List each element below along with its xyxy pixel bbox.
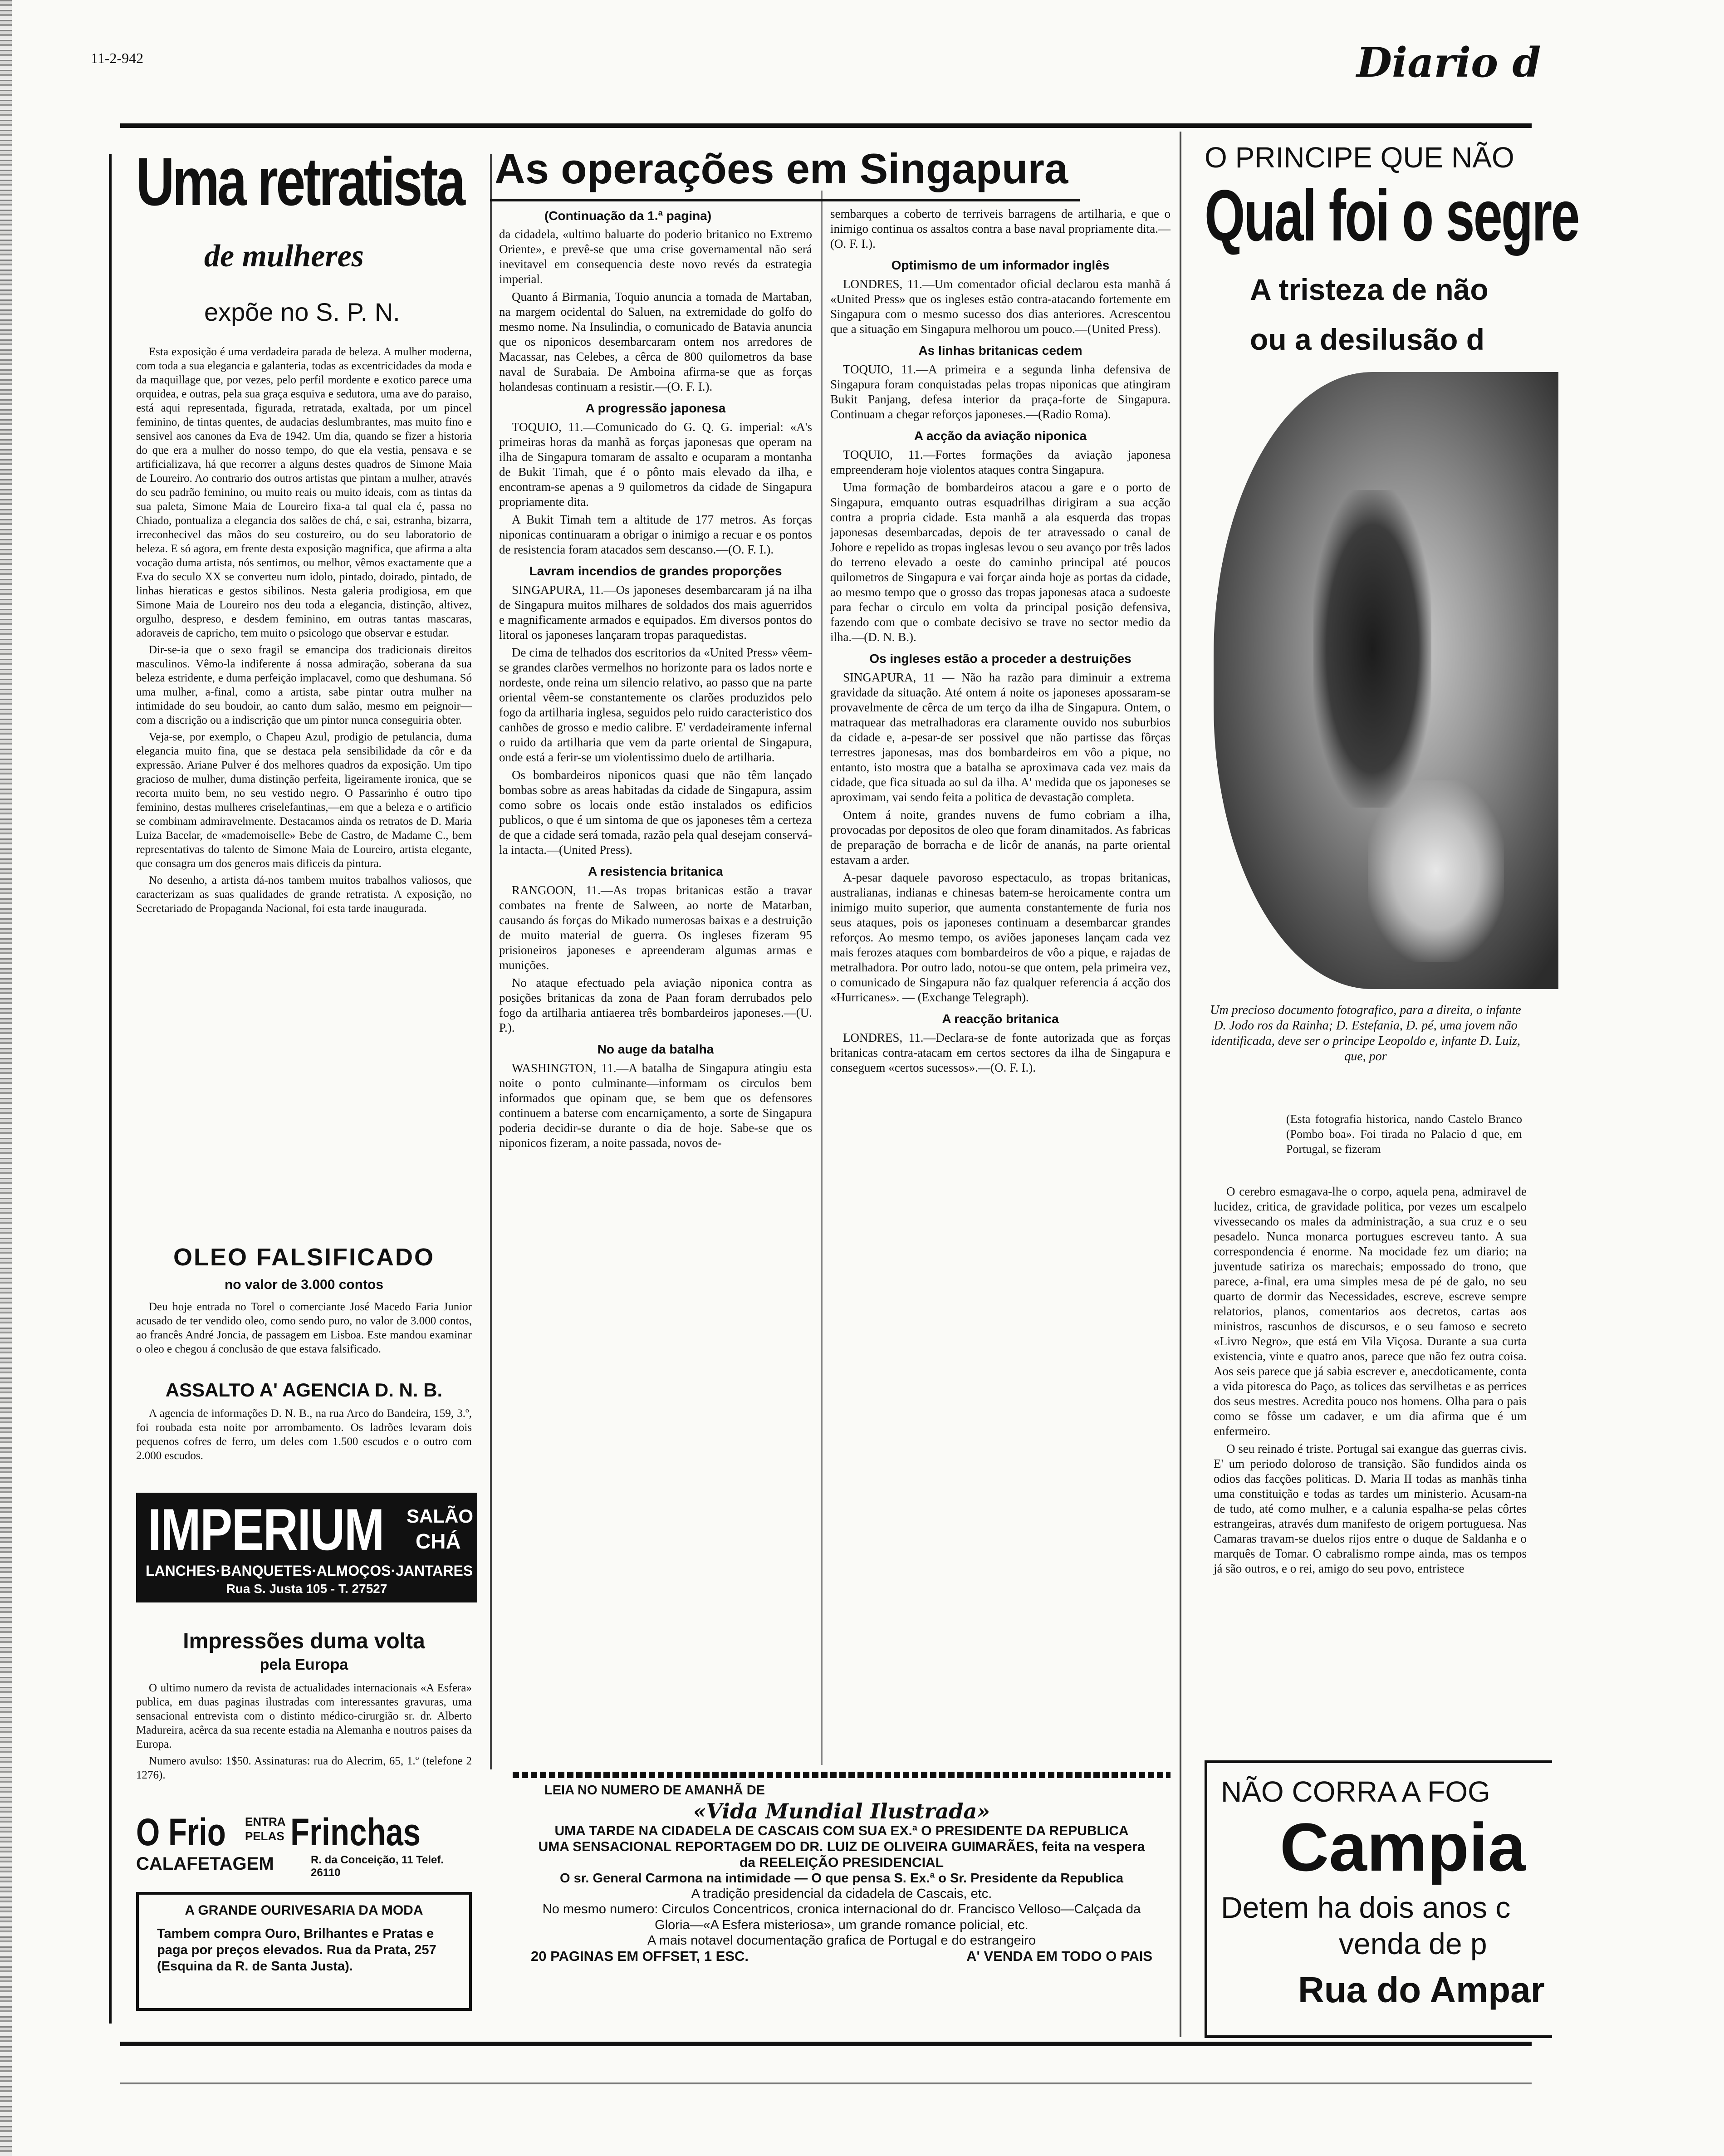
oleo-title: OLEO FALSIFICADO <box>173 1244 435 1271</box>
paragraph: SINGAPURA, 11 — Não ha razão para diminuir a extrema gravidade da situação. Até ontem á noite os japoneses apossaram-se provavelmente de cêrca de um terço da ilha de Singapura. Ontem, o matraquear das metralhadoras era claramente ouvido nos suburbios da cidade e, a-pesar-de ser possivel que não partisse das fôrças terrestres japonesas, mas dos bombardeiros em vôo a pique, no entanto, isto mostra que a batalha se aproximava cada vez mais da cidade, que fica situada ao sul da ilha. A' medida que os japoneses se aproximam, vai sendo feita a politica de devastação completa. <box>830 671 1171 804</box>
vida-l2: «Vida Mundial Ilustrada» <box>693 1799 990 1823</box>
oleo-sub: no valor de 3.000 contos <box>224 1277 384 1292</box>
paragraph: da cidadela, «ultimo baluarte do poderio britanico no Extremo Oriente», e prevê-se que uma crise governamental não será inevitavel em consequencia deste novo revés da estrategia imperial. <box>499 227 812 286</box>
paragraph: Quanto á Birmania, Toquio anuncia a tomada de Martaban, na margem ocidental do Saluen, na extremidade do golfo do mesmo nome. Na Insulindia, o comunicado de Batavia anuncia que os niponicos desembarcaram ontem nos arredores de Macassar, nas Celebes, a cêrca de 800 quilometros da base naval de Surabaia. De Amboina afirma-se que as forças holandesas continuam a resistir.—(O. F. I.). <box>499 290 812 393</box>
campia-l4: venda de p <box>1339 1927 1487 1960</box>
vida-l8: A mais notavel documentação grafica de Portugal e do estrangeiro <box>647 1933 1036 1948</box>
paragraph: LONDRES, 11.—Declara-se de fonte autorizada que as forças britanicas contra-atacam em certos sectores da ilha de Singapura e conseguem «certos sucessos».—(O. F. I.). <box>830 1031 1171 1074</box>
historic-photo <box>1214 372 1558 989</box>
vida-box-top-rule <box>513 1772 1171 1778</box>
paragraph: Ontem á noite, grandes nuvens de fumo cobriam a ilha, provocadas por depositos de oleo que foram dinamitados. As fabricas de preparação de borracha e de licôr de ananás, na parte oriental estavam a arder. <box>830 808 1171 867</box>
paragraph: O seu reinado é triste. Portugal sai exangue das guerras civis. E' um periodo doloroso de transição. São fundidos ainda os odios das facções politicas. D. Maria II todas as manhãs tinha uma constituição e todas as tardes um ministerio. Acusam-na de tudo, até como mulher, e a calunia espalha-se pelas côrtes estrangeiras, através dum manifesto de origem portuguesa. Nas Camaras travam-se duelos rijos entre o duque de Saldanha e o marquês de Tomar. O cabralismo rompe ainda, mas os tempos já são outros, e o rei, amigo do seu povo, entristece <box>1214 1442 1527 1575</box>
paragraph: TOQUIO, 11.—A primeira e a segunda linha defensiva de Singapura foram conquistadas pelas tropas niponicas que atingiram Bukit Panjang, defesa interior da praça-forte de Singapura. Continuam a chegar reforços japoneses.—(Radio Roma). <box>830 363 1171 421</box>
vida-mundial-ad <box>513 1783 1171 2010</box>
col3-article <box>830 206 1171 1078</box>
singapura-headline: As operações em Singapura <box>495 145 1068 192</box>
assalto-title: ASSALTO A' AGENCIA D. N. B. <box>165 1379 443 1401</box>
vida-l3: UMA TARDE NA CIDADELA DE CASCAIS COM SUA EX.ª O PRESIDENTE DA REPUBLICA <box>554 1823 1129 1838</box>
paragraph: sembarques a coberto de terriveis barragens de artilharia, e que o inimigo continua os assaltos contra a base naval propriamente dita.—(O. F. I.). <box>830 207 1171 250</box>
vida-l6: A tradição presidencial da cidadela de Cascais, etc. <box>691 1886 992 1901</box>
subhead: A progressão japonesa <box>585 401 726 415</box>
imperium-ad <box>136 1493 477 1602</box>
top-rule <box>120 123 1532 128</box>
col4-headline-text: Qual foi o segre <box>1205 175 1579 256</box>
vida-l5: O sr. General Carmona na intimidade — O que pensa S. Ex.ª o Sr. Presidente da Republica <box>559 1871 1123 1886</box>
paragraph: WASHINGTON, 11.—A batalha de Singapura atingiu esta noite o ponto culminante—informam os circulos bem informados que opinam que, se bem que os defensores continuem a baterse com encarniçamento, a sorte de Singapura poderia decidir-se durante o dia de hoje. Sabe-se que os niponicos fizeram, a noite passada, novos de- <box>499 1061 812 1150</box>
paragraph: Dir-se-ia que o sexo fragil se emancipa dos tradicionais direitos masculinos. Vêmo-la indiferente á nossa admiração, soberana da sua beleza estridente, e duma perfeição implacavel, como que deshumana. Só uma mulher, a-final, como a artista, sabe pintar outra mulher na intimidade do seu boudoir, ao canto dum salão, mesmo em peignoir—com a discrição ou a indiscrição que um pintor nunca conseguiria obter. <box>136 644 472 726</box>
paragraph: A agencia de informações D. N. B., na rua Arco do Bandeira, 159, 3.º, foi roubada esta noite por arrombamento. Os ladrões levaram dois pequenos cofres de ferro, um deles com 1.500 escudos e o outro com 2.000 escudos. <box>136 1407 472 1462</box>
bottom-rule <box>120 2042 1532 2046</box>
assalto-text <box>136 1406 472 1465</box>
masthead: Diario d <box>1357 39 1541 87</box>
subhead: A resistencia britanica <box>588 864 723 878</box>
paragraph: Deu hoje entrada no Torel o comerciante José Macedo Faria Junior acusado de ter vendido oleo, como sendo puro, no valor de 3.000 contos, ao francês André Joncia, de passagem em Lisboa. Este mandou examinar o oleo e chegou á conclusão de que estava falsificado. <box>136 1301 472 1355</box>
photo-note: (Esta fotografia historica, nando Castelo Branco (Pombo boa». Foi tirada no Palacio d que, em Portugal, se fizeram <box>1286 1112 1522 1156</box>
col1-article <box>136 345 472 918</box>
subhead: As linhas britanicas cedem <box>918 343 1082 358</box>
photo-caption: Um precioso documento fotografico, para a direita, o infante D. Jodo ros da Rainha; D. Estefania, D. pé, uma jovem não identificada, deve ser o principe Leopoldo e, infante D. Luiz, que, por <box>1210 1003 1521 1063</box>
imperium-name: IMPERIUM <box>148 1496 384 1563</box>
subhead: A reacção britanica <box>942 1012 1059 1026</box>
paragraph: A-pesar daquele pavoroso espectaculo, as tropas britanicas, australianas, indianas e chinesas batem-se heroicamente contra um inimigo muito superior, que aumenta constantemente de furia nos seus ataques, pois os japoneses continuam a desembarcar grandes reforços. Ao mesmo tempo, os aviões japoneses lançam cada vez mais ferozes ataques com bombardeiros de vôo a pique, e rajadas de metralhadora. Por outro lado, notou-se que ontem, pela primeira vez, o comunicado de Singapura não faz qualquer referencia á acção dos «Hurricanes». — (Exchange Telegraph). <box>830 871 1171 1004</box>
impressoes-text <box>136 1681 472 1785</box>
frio-calafetagem: CALAFETAGEM <box>136 1854 274 1874</box>
paragraph: TOQUIO, 11.—Comunicado do G. Q. G. imperial: «A's primeiras horas da manhã as forças japonesas que operam na ilha de Singapura tomaram de assalto e ocuparam a montanha de Bukit Timah, que é o pônto mais elevado da ilha, e encontram-se apenas a 9 quilometros da cidade de Singapura propriamente dita. <box>499 420 812 509</box>
paragraph: O ultimo numero da revista de actualidades internacionais «A Esfera» publica, em duas paginas ilustradas com interessantes gravuras, uma sensacional entrevista com o distinto médico-cirurgião sr. dr. Alberto Madureira, acêrca da sua recente estadia na Alemanha e noutros paises da Europa. <box>136 1682 472 1750</box>
vida-l7: No mesmo numero: Circulos Concentricos, cronica internacional do dr. Francisco Velloso—Calçada da Gloria—«A Esfera misteriosa», um grande romance policial, etc. <box>542 1902 1141 1932</box>
campia-l2: Campia <box>1280 1809 1526 1885</box>
col4-sub2: ou a desilusão d <box>1250 323 1485 356</box>
campia-l3: Detem ha dois anos c <box>1221 1891 1511 1924</box>
continuation-note: (Continuação da 1.ª pagina) <box>544 209 712 223</box>
frio-ad <box>136 1810 472 1879</box>
vida-l9: 20 PAGINAS EM OFFSET, 1 ESC. <box>531 1948 749 1964</box>
paragraph: Veja-se, por exemplo, o Chapeu Azul, prodigio de petulancia, duma elegancia muito fina, que se destaca pela sensibilidade da côr e da expressão. Ariane Pulver é dos melhores quadros da exposição. Um tipo gracioso de mulher, duma distinção perfeita, ligeiramente ironica, que se recorta muito bem, no seu vestido negro. O Passarinho é outro tipo feminino, destas mulheres criselefantinas,—em que a beleza e o artificio se combinam admiravelmente. Destacamos ainda os retratos de D. Maria Luiza Bacelar, de «mademoiselle» Bebe de Castro, de Madame C., bem representativas do talento de Simone Maia de Loureiro, artista elegante, que consagra um dos generos mais dificeis da pintura. <box>136 731 472 870</box>
ourivesaria-ad <box>136 1892 472 2011</box>
impressoes-sub: pela Europa <box>260 1656 348 1673</box>
paragraph: Esta exposição é uma verdadeira parada de beleza. A mulher moderna, com toda a sua elegancia e galanteria, todas as excentricidades da moda e da maquillage que, por vezes, pelo perfil mordente e exotico parece uma orquidea, e outras, pela sua graça esquiva e sedutora, uma ave do paraiso, está aqui representada, figurada, retratada, exaltada, por um pincel feminino, de tintas quentes, de audacias deslumbrantes, mas muito fino e sensivel aos canones da Eva de 1942. Um dia, quando se fizer a historia do que era a mulher do nosso tempo, do que ela vestia, pensava e se artificializava, há que recorrer a alguns destes quadros de Simone Maia de Loureiro. Ao contrario dos outros artistas que pintam a mulher, através do seu padrão feminino, ou muito reais ou muito ideais, com as tintas da sua paleta, Simone Maia de Loureiro fixa-a tal qual ela é, passa no Chiado, pontualiza a elegancia dos salões de chá, e sai, estranha, bizarra, irreconhecivel das mãos do seu costureiro, ou do seu laboratorio de beleza. E só agora, em frente desta exposição magnifica, que afirma a alta vocação duma artista, nós sentimos, ou melhor, vêmos exactamente que a Eva do seculo XX se converteu num idolo, pintado, doirado, pintado, de linhas hieraticas e gestos sibilinos. Nesta galeria prodigiosa, em que Simone Maia de Loureiro nos deu toda a elegancia, distinção, altivez, orgulho, despreso, e desdem feminino, em outras tantas mascaras, adoraveis de capricho, tem muito o psicologo que observar e estudar. <box>136 346 472 639</box>
ourivesaria-text: Tambem compra Ouro, Brilhantes e Pratas e paga por preços elevados. Rua da Prata, 257 (Esquina da R. de Santa Justa). <box>157 1926 436 1974</box>
campia-l1: NÃO CORRA A FOG <box>1221 1775 1490 1808</box>
col4-headline <box>1205 177 1724 254</box>
paragraph: Uma formação de bombardeiros atacou a gare e o porto de Singapura, emquanto outras esquadrilhas dirigiram a sua acção contra a propria cidade. Esta manhã a ala esquerda das tropas japonesas desembarcadas, depois de ter atravessado o canal de Johore e repelido as tropas inglesas levou o seu avanço por três lados do terreno elevado a oeste do caminho principal até poucos quilometros de Singapura e vai forçar ainda hoje as portas da cidade, ao mesmo tempo que o grosso das tropas japonesas ataca a sudoeste para fechar o circulo em volta da principal posição defensiva, fazendo com que o combate decisivo se trave no sector medio da ilha.—(D. N. B.). <box>830 480 1171 644</box>
frio-address: R. da Conceição, 11 Telef. 26110 <box>311 1854 444 1879</box>
campia-ad <box>1205 1760 1552 2038</box>
paragraph: SINGAPURA, 11.—Os japoneses desembarcaram já na ilha de Singapura muitos milhares de soldados dos mais aguerridos e magnificamente armados e equipados. Em diversos pontos do litoral os japoneses lançaram tropas paraquedistas. <box>499 583 812 642</box>
col4-kicker: O PRINCIPE QUE NÃO <box>1205 141 1514 174</box>
photo-shadow <box>1313 490 1431 808</box>
vida-l4: UMA SENSACIONAL REPORTAGEM DO DR. LUIZ DE OLIVEIRA GUIMARÃES, feita na vespera da REELEIÇÃO PRESIDENCIAL <box>538 1839 1145 1870</box>
paragraph: O cerebro esmagava-lhe o corpo, aquela pena, admiravel de lucidez, critica, de gravidade politica, por vezes um escalpelo vivessecando os males da administração, a sua cruz e o seu pesadelo. Nunca monarca portugues escreveu tanto. A sua correspondencia é enorme. Na mocidade fez um diario; na juventude satiriza os marechais; empossado do trono, que parece, a-final, era uma simples mesa de pé de galo, no seu quarto de dormir das Necessidades, escreve, escreve sempre relatorios, planos, comentarios aos decretos, cartas aos ministros, rascunhos de discursos, e o seu famoso e secreto «Livro Negro», que está em Vila Viçosa. Durante a sua curta existencia, vinte e quatro anos, parece que não fez outra coisa. Aos seis parece que já sabia escrever e, anecdoticamente, conta a vida pitoresca do Paço, as tolices das servilhetas e as perrices dos seus mestres. Acredita pouco nos homens. Olha para o pais como se fôsse um cadaver, e um dia afirma que é um enfermeiro. <box>1214 1185 1527 1438</box>
subhead: Lavram incendios de grandes proporções <box>529 564 782 578</box>
campia-l5: Rua do Ampar <box>1298 1970 1545 2010</box>
page-date: 11-2-942 <box>91 50 144 66</box>
frio-pelas: PELAS <box>245 1829 284 1843</box>
frio-t1: O Frio <box>136 1811 226 1853</box>
col4-clip <box>1186 132 1579 2037</box>
col-divider-1 <box>490 154 492 1769</box>
ourivesaria-title: A GRANDE OURIVESARIA DA MODA <box>185 1903 423 1918</box>
frio-entra: ENTRA <box>245 1815 286 1828</box>
col-divider-2 <box>821 191 823 1765</box>
paragraph: A Bukit Timah tem a altitude de 177 metros. As forças niponicas continuaram a obrigar o inimigo a recuar e os pontos de resistencia foram atacados sem descanso.—(O. F. I.). <box>499 513 812 556</box>
col2-article <box>499 227 812 1153</box>
paragraph: No ataque efectuado pela aviação niponica contra as posições britanicas da zona de Paan foram derrubados pelo fogo da artilharia antiaerea três bombardeiros japoneses.—(U. P.). <box>499 976 812 1034</box>
subhead: No auge da batalha <box>597 1042 714 1056</box>
imperium-services: LANCHES·BANQUETES·ALMOÇOS·JANTARES <box>146 1563 473 1579</box>
oleo-text <box>136 1300 472 1359</box>
paragraph: No desenho, a artista dá-nos tambem muitos trabalhos valiosos, que caracterizam as suas qualidades de grande retratista. A exposição, no Secretariado de Propaganda Nacional, foi esta tarde inaugurada. <box>136 874 472 915</box>
col4-sub1: A tristeza de não <box>1250 273 1489 306</box>
imperium-salao: SALÃO <box>407 1505 473 1527</box>
imperium-address: Rua S. Justa 105 - T. 27527 <box>226 1582 387 1596</box>
col1-left-rule <box>109 154 112 2024</box>
vida-l10: A' VENDA EM TODO O PAIS <box>966 1948 1152 1964</box>
paragraph: Os bombardeiros niponicos quasi que não têm lançado bombas sobre as areas habitadas da cidade de Singapura, assim como sobre os locais onde estão instalados os edificios publicos, o que é um sintoma de que os japoneses têm a certeza de que a cidade será tomada, razão pela qual desejam conservá-la intacta.—(United Press). <box>499 768 812 857</box>
page-bottom-rule <box>120 2082 1532 2084</box>
paragraph: LONDRES, 11.—Um comentador oficial declarou esta manhã á «United Press» que os ingleses estão contra-atacando fortemente em Singapura com o mesmo sucesso dos dias anteriores. Acrescentou que a situação em Singapura melhorou um pouco.—(United Press). <box>830 277 1171 336</box>
paragraph: De cima de telhados dos escritorios da «United Press» vêem-se grandes clarões vermelhos no horizonte para os lados norte e nordeste, onde reina um silencio relativo, ao passo que na parte oriental vêem-se constantemente os clarões produzidos pelo fogo da artilharia inglesa, seguidos pelo ruido caracteristico dos canhões de grosso e medio calibre. E' verdadeiramente infernal o ruido da artilharia que vem da parte oriental de Singapura, onde está a ferir-se um violentissimo duelo de artilharia. <box>499 646 812 764</box>
col4-article <box>1214 1184 1527 1579</box>
subhead: Optimismo de um informador inglês <box>891 258 1110 272</box>
subhead: A acção da aviação niponica <box>914 429 1087 443</box>
impressoes-title: Impressões duma volta <box>183 1629 425 1653</box>
photo-highlight <box>1368 780 1504 962</box>
vida-l1: LEIA NO NUMERO DE AMANHÃ DE <box>544 1783 765 1798</box>
col-divider-3 <box>1180 132 1181 2037</box>
col1-subhead2: expõe no S. P. N. <box>204 298 400 326</box>
col1-subhead: de mulheres <box>204 239 364 274</box>
paragraph: TOQUIO, 11.—Fortes formações da aviação japonesa empreenderam hoje violentos ataques contra Singapura. <box>830 448 1171 476</box>
frio-t2: Frinchas <box>290 1811 421 1853</box>
scan-edge <box>0 0 12 2156</box>
paragraph: Numero avulso: 1$50. Assinaturas: rua do Alecrim, 65, 1.º (telefone 2 1276). <box>136 1755 472 1781</box>
col1-headline: Uma retratista <box>136 143 464 220</box>
headline-underline <box>490 199 1080 201</box>
paragraph: RANGOON, 11.—As tropas britanicas estão a travar combates na frente de Salween, ao norte de Matarban, causando ás forças do Mikado numerosas baixas e a destruição de muito material de guerra. Os ingleses fizeram 95 prisioneiros japoneses e apreenderam algumas armas e munições. <box>499 883 812 972</box>
subhead: Os ingleses estão a proceder a destruições <box>869 652 1131 666</box>
imperium-cha: CHÁ <box>416 1529 461 1553</box>
